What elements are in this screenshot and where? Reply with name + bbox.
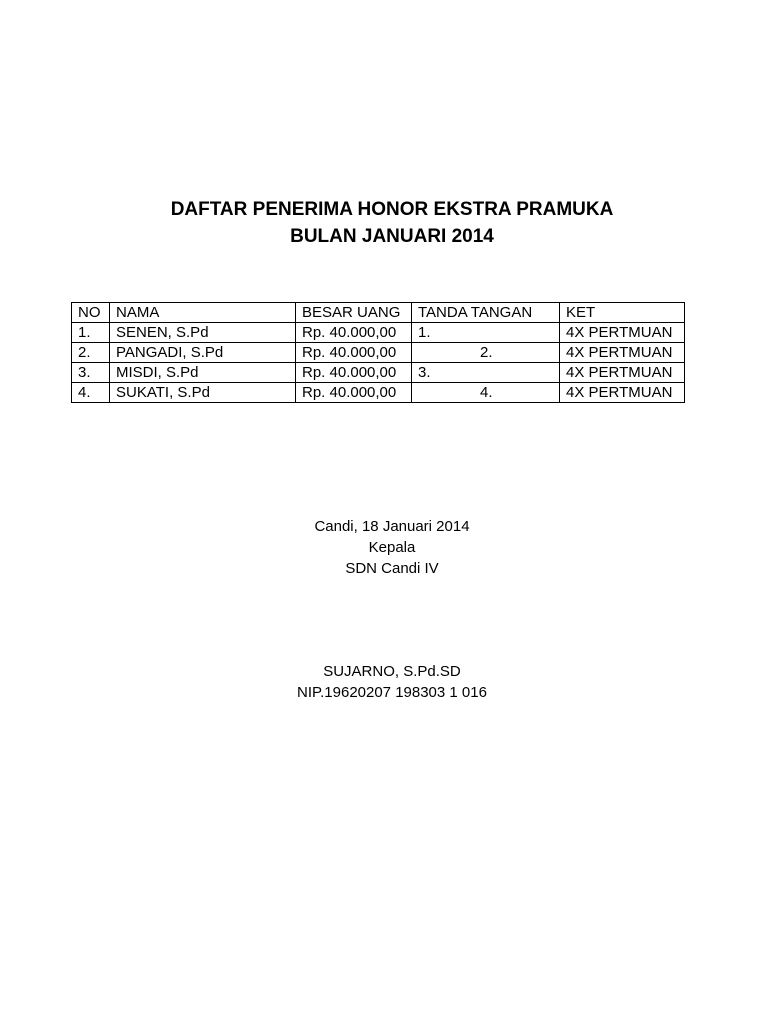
cell-nama: PANGADI, S.Pd: [110, 343, 296, 363]
document-title: [0, 196, 768, 250]
signer-name: SUJARNO, S.Pd.SD: [323, 663, 461, 680]
cell-tanda-tangan: 4.: [412, 383, 560, 403]
cell-besar-uang: Rp. 40.000,00: [296, 343, 412, 363]
cell-no: 2.: [72, 343, 110, 363]
cell-besar-uang: Rp. 40.000,00: [296, 323, 412, 343]
header-ket: KET: [560, 303, 685, 323]
table-row: [72, 383, 685, 403]
signature-footer: [0, 661, 768, 703]
header-besar-uang: BESAR UANG: [296, 303, 412, 323]
header-nama: NAMA: [110, 303, 296, 323]
cell-tanda-tangan: 2.: [412, 343, 560, 363]
cell-ket: 4X PERTMUAN: [560, 323, 685, 343]
table-row: [72, 323, 685, 343]
place-date: Candi, 18 Januari 2014: [314, 518, 470, 535]
cell-nama: SUKATI, S.Pd: [110, 383, 296, 403]
signature-header: [0, 516, 768, 579]
signer-position: Kepala: [368, 539, 416, 556]
cell-no: 4.: [72, 383, 110, 403]
school-name: SDN Candi IV: [345, 560, 439, 577]
cell-ket: 4X PERTMUAN: [560, 343, 685, 363]
table-header-row: [72, 303, 685, 323]
title-line-1: DAFTAR PENERIMA HONOR EKSTRA PRAMUKA: [170, 199, 614, 220]
header-no: NO: [72, 303, 110, 323]
cell-nama: MISDI, S.Pd: [110, 363, 296, 383]
table-row: [72, 363, 685, 383]
honor-table: [71, 302, 685, 403]
table-row: [72, 343, 685, 363]
cell-tanda-tangan: 3.: [412, 363, 560, 383]
cell-no: 1.: [72, 323, 110, 343]
cell-no: 3.: [72, 363, 110, 383]
cell-besar-uang: Rp. 40.000,00: [296, 363, 412, 383]
cell-tanda-tangan: 1.: [412, 323, 560, 343]
cell-ket: 4X PERTMUAN: [560, 363, 685, 383]
signer-nip: NIP.19620207 198303 1 016: [297, 684, 487, 701]
title-line-2: BULAN JANUARI 2014: [290, 226, 494, 247]
cell-nama: SENEN, S.Pd: [110, 323, 296, 343]
cell-ket: 4X PERTMUAN: [560, 383, 685, 403]
cell-besar-uang: Rp. 40.000,00: [296, 383, 412, 403]
header-tanda-tangan: TANDA TANGAN: [412, 303, 560, 323]
